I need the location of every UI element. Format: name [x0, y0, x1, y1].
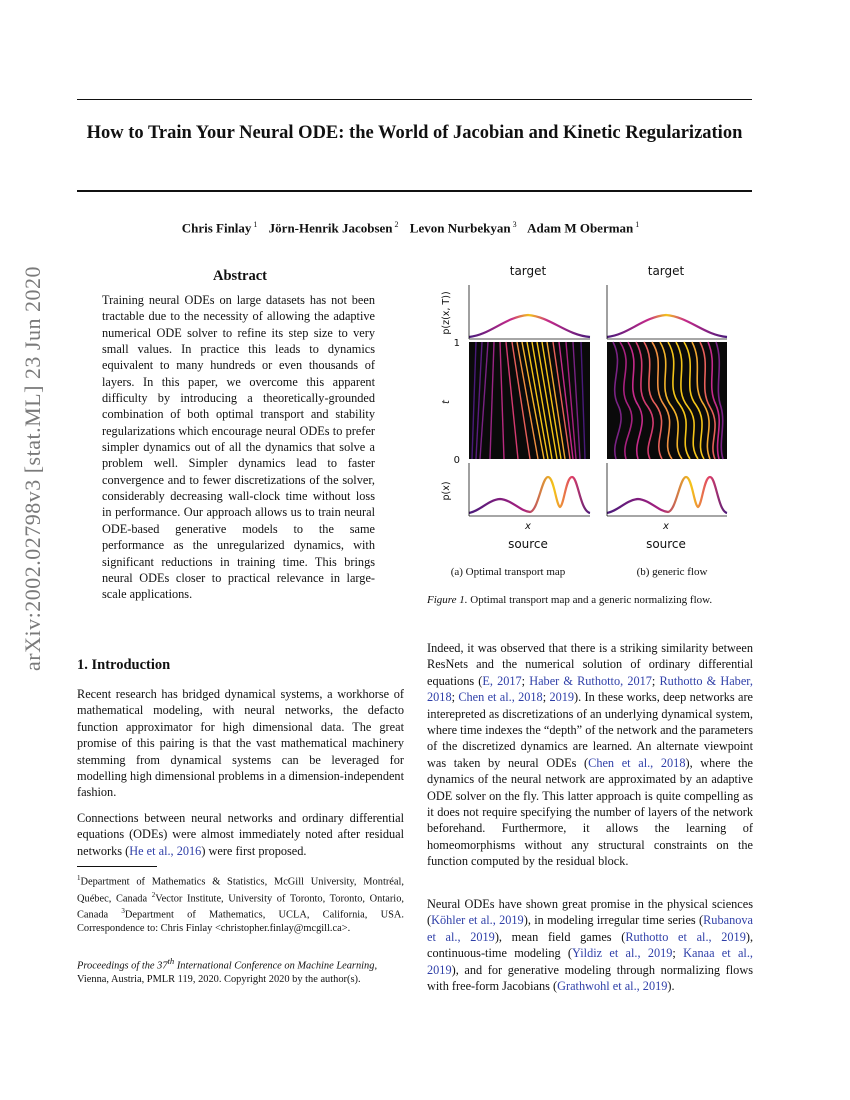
panel-a-source-density [469, 477, 590, 513]
panel-a-x-label: x [525, 521, 531, 532]
affiliation-footnote: $^1$Department of Mathematics & Statistics, McGill University, Montréal, Québec, Canada $^2$Vector Institute, University of Toronto, Toronto, Ontario, Canada $^3$Department of Mathematics, UCLA, California, USA. Correspondence to: Chris Finlay <christopher.finlay@mcgill.ca>. [77, 874, 404, 935]
panel-b-source-density [607, 477, 727, 513]
author-name: Chris Finlay [181, 220, 252, 236]
title-rule [77, 190, 752, 192]
author-affiliation: 3 [512, 220, 517, 229]
citation-link[interactable]: 2019 [549, 690, 575, 705]
citation-link[interactable]: Rubanova et al., 2019 [427, 913, 753, 944]
arxiv-stamp: arXiv:2002.02798v3 [stat.ML] 23 Jun 2020 [20, 266, 45, 671]
panel-b-top-label: target [647, 264, 685, 278]
subcaption-a: (a) Optimal transport map [450, 566, 566, 578]
intro-paragraph-4: Neural ODEs have shown great promise in the physical sciences (Köhler et al., 2019), in modeling irregular time series (Rubanova et al., 2019), mean field games (Ruthotto et al., 2019), continuous-time modeling (Yildiz et al., 2019; Kanaa et al., 2019), and for generative modeling through normalizing flows with free-form Jacobians (Grathwohl et al., 2019). [427, 897, 754, 994]
citation-link[interactable]: Ruthotto et al., 2019 [625, 929, 746, 944]
panel-b-x-label: x [663, 521, 669, 532]
citation-link[interactable]: Kanaa et al., 2019 [427, 946, 753, 977]
citation-link[interactable]: Yildiz et al., 2019 [572, 946, 673, 961]
abstract-heading: Abstract [213, 268, 267, 284]
footnote-rule [77, 866, 157, 867]
intro-paragraph-3: Indeed, it was observed that there is a striking similarity between ResNets and the numerical solution of ordinary differential equations (E, 2017; Haber & Ruthotto, 2017; Ruthotto & Haber, 2018; Chen et al., 2018; 2019). In these works, deep networks are interepreted as discretizations of an underlying dynamical system, where time indexes the “depth” of the network and the parameters of the discretized dynamics are learned. An alternate viewpoint was taken by neural ODEs (Chen et al., 2018), where the dynamics of the neural network are approximated by an adaptive ODE solver on the fly. This latter approach is quite compelling as it does not require specifying the number of layers of the network beforehand. Furthermore, it allows the learning of homeomorphisms without any structural constraints on the function computed by the residual block. [427, 641, 753, 869]
intro-paragraph-1: Recent research has bridged dynamical systems, a workhorse of mathematical modeling, with neural networks, the defacto function approximator for high dimensional data. The great promise of this pairing is that the vast mathematical machinery stemming from dynamical systems can be leveraged for modelling high dimensional problems in a dimension-independent fashion. [77, 687, 404, 800]
citation-link[interactable]: He et al., 2016 [129, 843, 202, 858]
y-axis-label-t: t [441, 400, 452, 404]
citation-link[interactable]: Haber & Ruthotto, 2017 [529, 673, 652, 688]
citation-link[interactable]: Köhler et al., 2019 [431, 913, 524, 928]
author-affiliation: 1 [635, 220, 640, 229]
citation-link[interactable]: Chen et al., 2018 [458, 690, 543, 705]
author-name: Jörn-Henrik Jacobsen [268, 220, 393, 236]
panel-b-bottom-label: source [646, 537, 686, 551]
top-rule [77, 99, 752, 100]
figure-caption: Figure 1. Optimal transport map and a generic normalizing flow. [427, 594, 713, 606]
intro-paragraph-2: Connections between neural networks and ordinary differential equations (ODEs) were almost immediately noted after residual networks (He et al., 2016) were first proposed. [77, 811, 404, 858]
panel-b-target-density [607, 315, 727, 337]
figure-1 [420, 255, 755, 555]
paper-title: How to Train Your Neural ODE: the World of Jacobian and Kinetic Regularization [86, 123, 743, 143]
citation-link[interactable]: E, 2017 [482, 673, 522, 688]
panel-a-bottom-label: source [508, 537, 548, 551]
citation-link[interactable]: Grathwohl et al., 2019 [557, 979, 668, 994]
citation-link[interactable]: Chen et al., 2018 [588, 755, 686, 770]
author-name: Adam M Oberman [527, 220, 634, 236]
y-tick-1: 1 [453, 338, 460, 349]
author-list [77, 220, 752, 236]
y-axis-label-bottom: p(x) [441, 481, 452, 501]
subcaption-b: (b) generic flow [636, 566, 708, 578]
author-affiliation: 1 [253, 220, 258, 229]
panel-a-top-label: target [509, 264, 547, 278]
author-name: Levon Nurbekyan [409, 220, 511, 236]
proceedings-note: Proceedings of the 37th International Conference on Machine Learning, Vienna, Austria, PMLR 119, 2020. Copyright 2020 by the author(s). [77, 956, 378, 986]
citation-link[interactable]: Ruthotto & Haber, 2018 [427, 673, 753, 705]
y-tick-0: 0 [453, 455, 460, 466]
section-heading-introduction: 1. Introduction [77, 657, 171, 673]
abstract-body: Training neural ODEs on large datasets has not been tractable due to the necessity of allowing the adaptive numerical ODE solver to refine its step size to very small values. In practice this leads to dynamics equivalent to many hundreds or even thousands of layers. In this paper, we overcome this apparent difficulty by introducing a theoretically-grounded combination of both optimal transport and stability regularizations which encourage neural ODEs to prefer simpler dynamics out of all the dynamics that solve a problem well. Simpler dynamics lead to faster convergence and to fewer discretizations of the solver, considerably decreasing wall-clock time without loss in performance. Our approach allows us to train neural ODE-based generative models to the same performance as the unregularized dynamics, with significant reductions in training time. This brings neural ODEs closer to practical relevance in large-scale applications. [102, 293, 375, 602]
author-affiliation: 2 [394, 220, 399, 229]
panel-a-target-density [469, 315, 590, 337]
y-axis-label-top: p(z(x, T)) [441, 291, 452, 335]
